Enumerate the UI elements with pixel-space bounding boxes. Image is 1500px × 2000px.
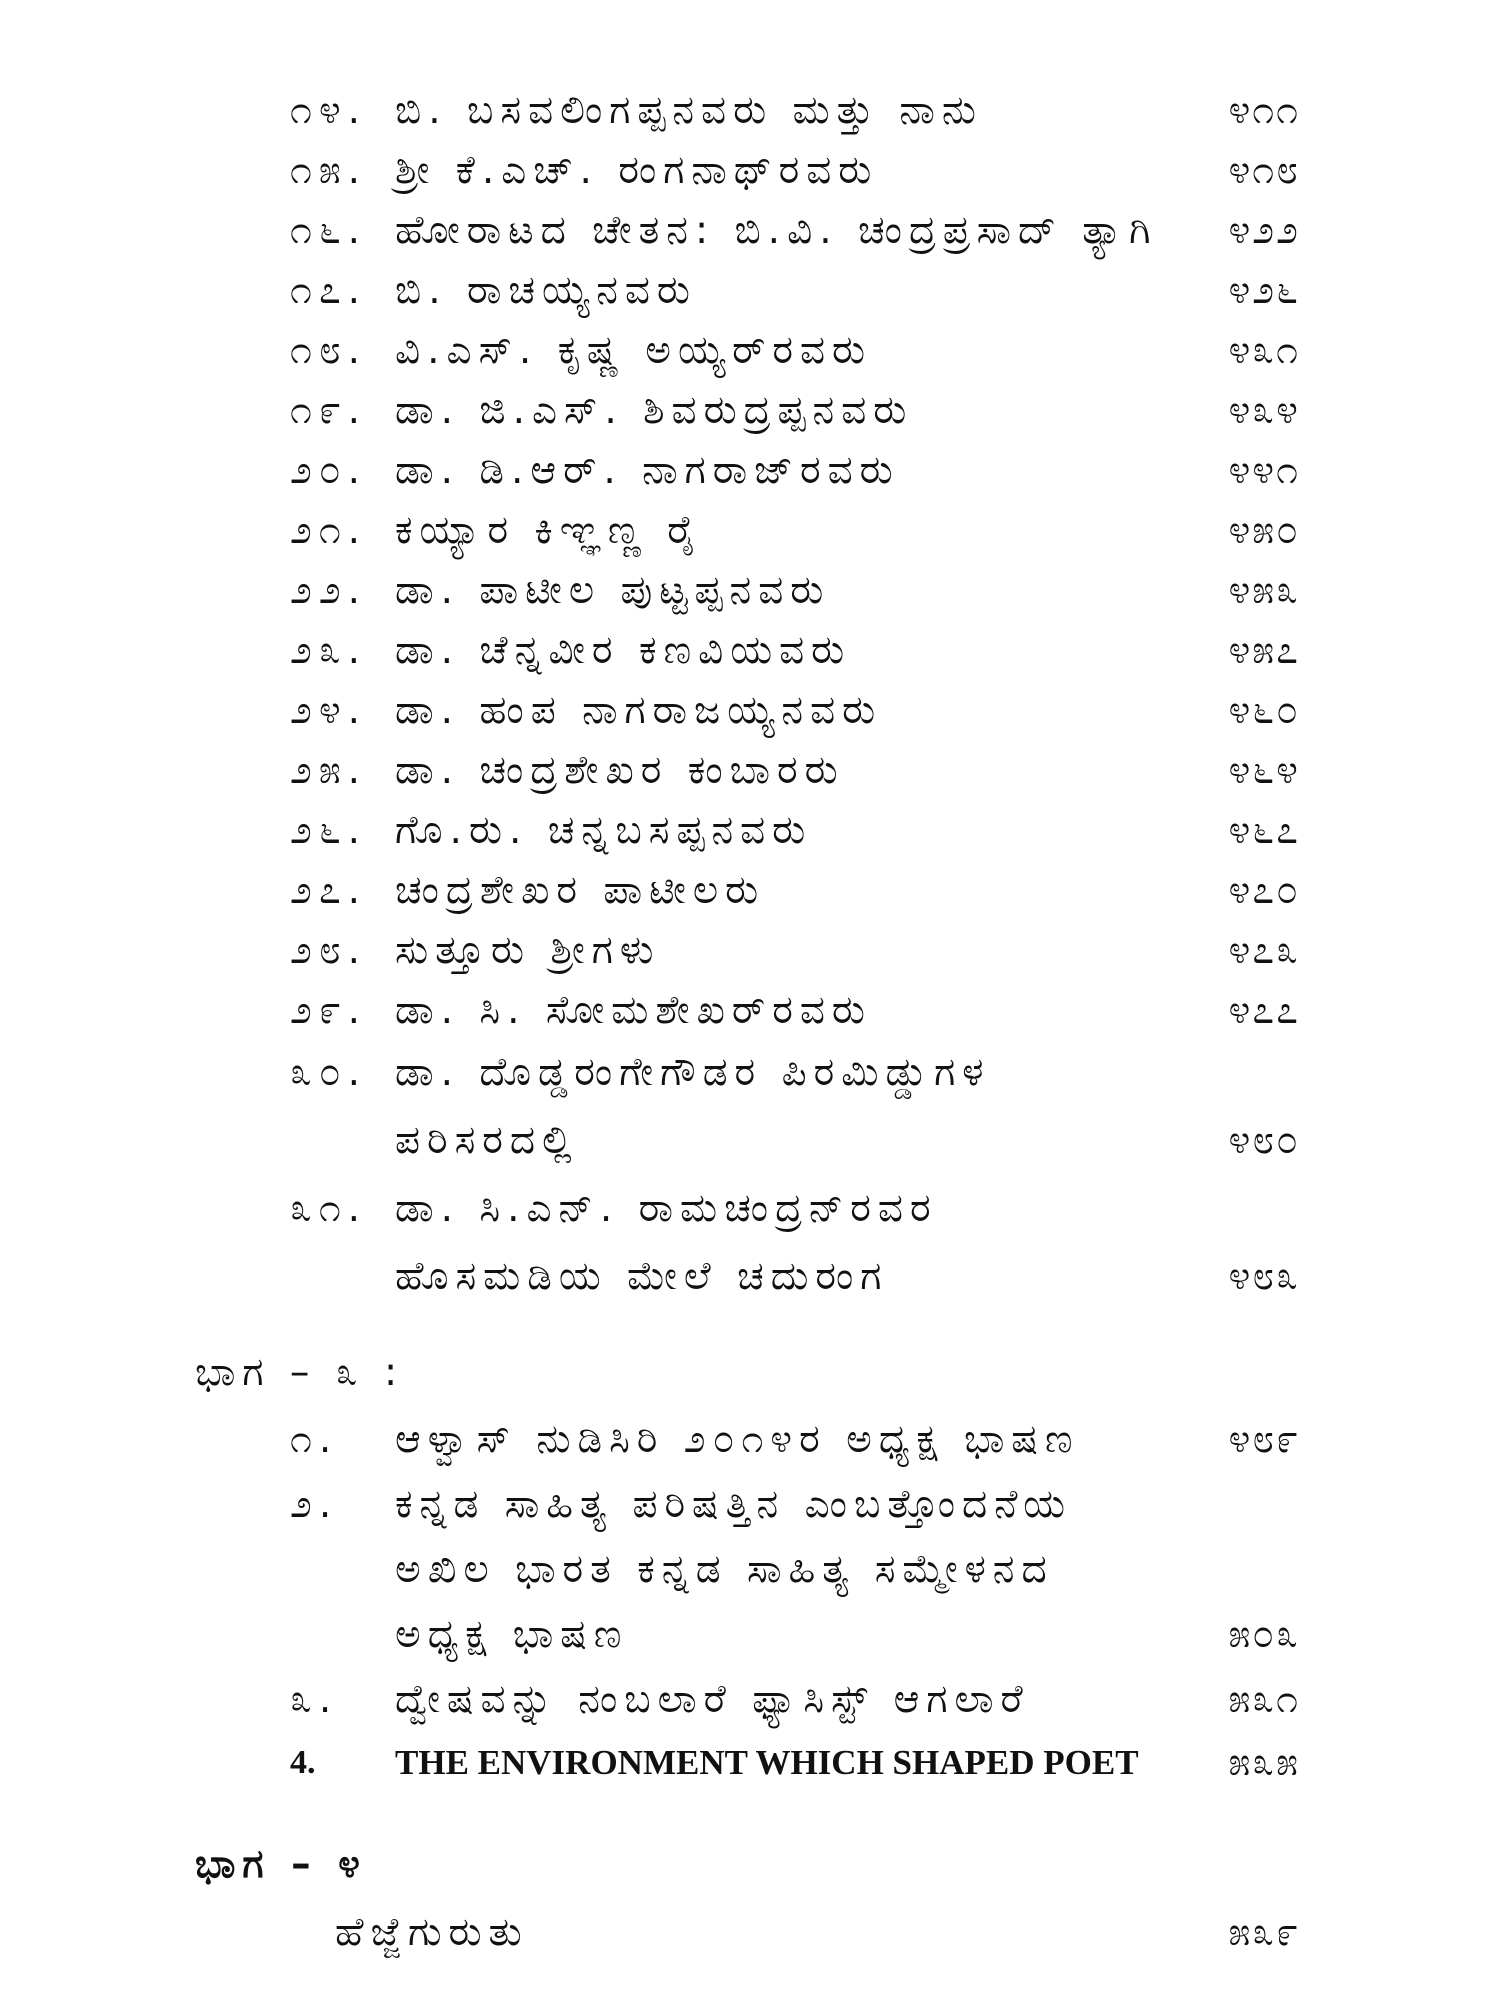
- toc-entry: [0, 1410, 1500, 1470]
- entry-page: ೫೩೫: [1228, 1740, 1300, 1785]
- entry-page: ೫೩೯: [1228, 1910, 1300, 1955]
- entry-number: ೧೬.: [290, 208, 368, 253]
- entry-title: ಡಾ. ಸಿ. ಸೋಮಶೇಖರ್‌ರವರು: [395, 988, 872, 1033]
- toc-entry: [0, 1670, 1500, 1730]
- entry-title: ಡಾ. ಹಂಪ ನಾಗರಾಜಯ್ಯನವರು: [395, 688, 883, 733]
- entry-number: ೨೫.: [290, 748, 368, 793]
- toc-entry-continuation: [0, 1540, 1500, 1600]
- toc-entry: [0, 1733, 1500, 1793]
- entry-page: ೪೨೬: [1228, 268, 1300, 313]
- toc-entry: [0, 381, 1500, 441]
- entry-page: ೪೩೪: [1228, 388, 1300, 433]
- toc-entry: [0, 561, 1500, 621]
- toc-entry: [0, 801, 1500, 861]
- toc-entry: [0, 1043, 1500, 1103]
- entry-number: ೩೧.: [290, 1186, 368, 1231]
- entry-page: ೪೩೧: [1228, 328, 1300, 373]
- toc-entry: [0, 1179, 1500, 1239]
- entry-page: ೪೫೭: [1228, 628, 1300, 673]
- entry-title: ಗೊ.ರು. ಚನ್ನಬಸಪ್ಪನವರು: [395, 808, 813, 853]
- entry-page: ೪೧೮: [1228, 148, 1300, 193]
- entry-page: ೪೧೧: [1228, 88, 1300, 133]
- entry-page: ೪೬೦: [1228, 688, 1300, 733]
- entry-number: ೨೪.: [290, 688, 368, 733]
- entry-title: ಆಳ್ವಾಸ್ ನುಡಿಸಿರಿ ೨೦೧೪ರ ಅಧ್ಯಕ್ಷ ಭಾಷಣ: [395, 1417, 1080, 1462]
- entry-title: ಡಾ. ದೊಡ್ಡರಂಗೇಗೌಡರ ಪಿರಮಿಡ್ಡುಗಳ: [395, 1050, 991, 1095]
- entry-number: ೧೯.: [290, 388, 368, 433]
- entry-number: ೩.: [290, 1677, 339, 1722]
- entry-title: ಬಿ. ರಾಚಯ್ಯನವರು: [395, 268, 697, 313]
- entry-number: ೧೭.: [290, 268, 368, 313]
- entry-title: ಹೋರಾಟದ ಚೇತನ: ಬಿ.ವಿ. ಚಂದ್ರಪ್ರಸಾದ್ ತ್ಯಾಗಿ: [395, 208, 1158, 253]
- entry-title: ಚಂದ್ರಶೇಖರ ಪಾಟೀಲರು: [395, 868, 766, 913]
- toc-entry: [0, 1903, 1500, 1963]
- entry-page: ೪೮೯: [1228, 1417, 1300, 1462]
- section-heading: [0, 1835, 1500, 1895]
- entry-page: ೪೫೩: [1228, 568, 1300, 613]
- toc-entry: [0, 1475, 1500, 1535]
- entry-title-continued: ಅಧ್ಯಕ್ಷ ಭಾಷಣ: [395, 1612, 629, 1657]
- toc-entry: [0, 741, 1500, 801]
- toc-entry-continuation: [0, 1247, 1500, 1307]
- entry-title: ಡಾ. ಚಂದ್ರಶೇಖರ ಕಂಬಾರರು: [395, 748, 845, 793]
- entry-page: ೪೬೭: [1228, 808, 1300, 853]
- entry-number: ೨೯.: [290, 988, 368, 1033]
- toc-entry: [0, 261, 1500, 321]
- toc-entry-continuation: [0, 1605, 1500, 1665]
- toc-entry: [0, 141, 1500, 201]
- entry-title-continued: ಹೊಸಮಡಿಯ ಮೇಲೆ ಚದುರಂಗ: [395, 1254, 889, 1299]
- section-heading: [0, 1343, 1500, 1403]
- entry-number: ೧೮.: [290, 328, 368, 373]
- entry-number: ೨೨.: [290, 568, 368, 613]
- entry-number: ೨೭.: [290, 868, 368, 913]
- part4-heading: ಭಾಗ – ೪: [195, 1842, 367, 1887]
- entry-title: ಶ್ರೀ ಕೆ.ಎಚ್. ರಂಗನಾಥ್‌ರವರು: [395, 148, 879, 193]
- entry-number: ೧೪.: [290, 88, 368, 133]
- entry-title: ದ್ವೇಷವನ್ನು ನಂಬಲಾರೆ ಫ್ಯಾಸಿಸ್ಟ್ ಆಗಲಾರೆ: [395, 1677, 1030, 1722]
- entry-title-continued: ಪರಿಸರದಲ್ಲಿ: [395, 1118, 579, 1163]
- entry-title: ಡಾ. ಚೆನ್ನವೀರ ಕಣವಿಯವರು: [395, 628, 852, 673]
- entry-page: ೪೭೦: [1228, 868, 1300, 913]
- entry-page: ೪೪೧: [1228, 448, 1300, 493]
- entry-number: ೩೦.: [290, 1050, 368, 1095]
- entry-page: ೪೬೪: [1228, 748, 1300, 793]
- entry-title: ಬಿ. ಬಸವಲಿಂಗಪ್ಪನವರು ಮತ್ತು ನಾನು: [395, 88, 983, 133]
- entry-title: ಕಯ್ಯಾರ ಕಿಞ್ಞಣ್ಣ ರೈ: [395, 508, 704, 553]
- toc-entry: [0, 981, 1500, 1041]
- entry-number: ೨೦.: [290, 448, 368, 493]
- toc-entry: [0, 201, 1500, 261]
- toc-entry-continuation: [0, 1111, 1500, 1171]
- entry-number: ೨೮.: [290, 928, 368, 973]
- entry-title-continued: ಅಖಿಲ ಭಾರತ ಕನ್ನಡ ಸಾಹಿತ್ಯ ಸಮ್ಮೇಳನದ: [395, 1547, 1054, 1592]
- entry-title: ವಿ.ಎಸ್. ಕೃಷ್ಣ ಅಯ್ಯರ್‌ರವರು: [395, 328, 873, 373]
- entry-number: 4.: [290, 1744, 316, 1781]
- entry-page: ೪೭೭: [1228, 988, 1300, 1033]
- entry-page: ೪೭೩: [1228, 928, 1300, 973]
- entry-number: ೧.: [290, 1417, 339, 1462]
- entry-title: ಸುತ್ತೂರು ಶ್ರೀಗಳು: [395, 928, 661, 973]
- entry-title: THE ENVIRONMENT WHICH SHAPED POET: [395, 1743, 1139, 1782]
- toc-entry: [0, 621, 1500, 681]
- toc-entry: [0, 441, 1500, 501]
- entry-number: ೨.: [290, 1482, 339, 1527]
- entry-title: ಕನ್ನಡ ಸಾಹಿತ್ಯ ಪರಿಷತ್ತಿನ ಎಂಬತ್ತೊಂದನೆಯ: [395, 1482, 1073, 1527]
- entry-page: ೫೩೧: [1228, 1677, 1300, 1722]
- entry-number: ೨೧.: [290, 508, 368, 553]
- entry-title: ಡಾ. ಸಿ.ಎನ್. ರಾಮಚಂದ್ರನ್‌ರವರ: [395, 1186, 938, 1231]
- entry-page: ೪೫೦: [1228, 508, 1300, 553]
- entry-number: ೨೬.: [290, 808, 368, 853]
- entry-page: ೫೦೩: [1228, 1612, 1300, 1657]
- toc-entry: [0, 861, 1500, 921]
- entry-title: ಡಾ. ಜಿ.ಎಸ್. ಶಿವರುದ್ರಪ್ಪನವರು: [395, 388, 914, 433]
- toc-entry: [0, 81, 1500, 141]
- toc-entry: [0, 921, 1500, 981]
- entry-number: ೧೫.: [290, 148, 368, 193]
- toc-entry: [0, 501, 1500, 561]
- entry-title: ಡಾ. ಪಾಟೀಲ ಪುಟ್ಟಪ್ಪನವರು: [395, 568, 831, 613]
- entry-page: ೪೮೦: [1228, 1118, 1300, 1163]
- entry-page: ೪೨೨: [1228, 208, 1300, 253]
- entry-number: ೨೩.: [290, 628, 368, 673]
- toc-entry: [0, 681, 1500, 741]
- entry-title: ಹೆಜ್ಜೆಗುರುತು: [335, 1910, 529, 1955]
- entry-page: ೪೮೩: [1228, 1254, 1300, 1299]
- part3-heading: ಭಾಗ – ೩ :: [195, 1350, 405, 1395]
- toc-entry: [0, 321, 1500, 381]
- entry-title: ಡಾ. ಡಿ.ಆರ್. ನಾಗರಾಜ್‌ರವರು: [395, 448, 900, 493]
